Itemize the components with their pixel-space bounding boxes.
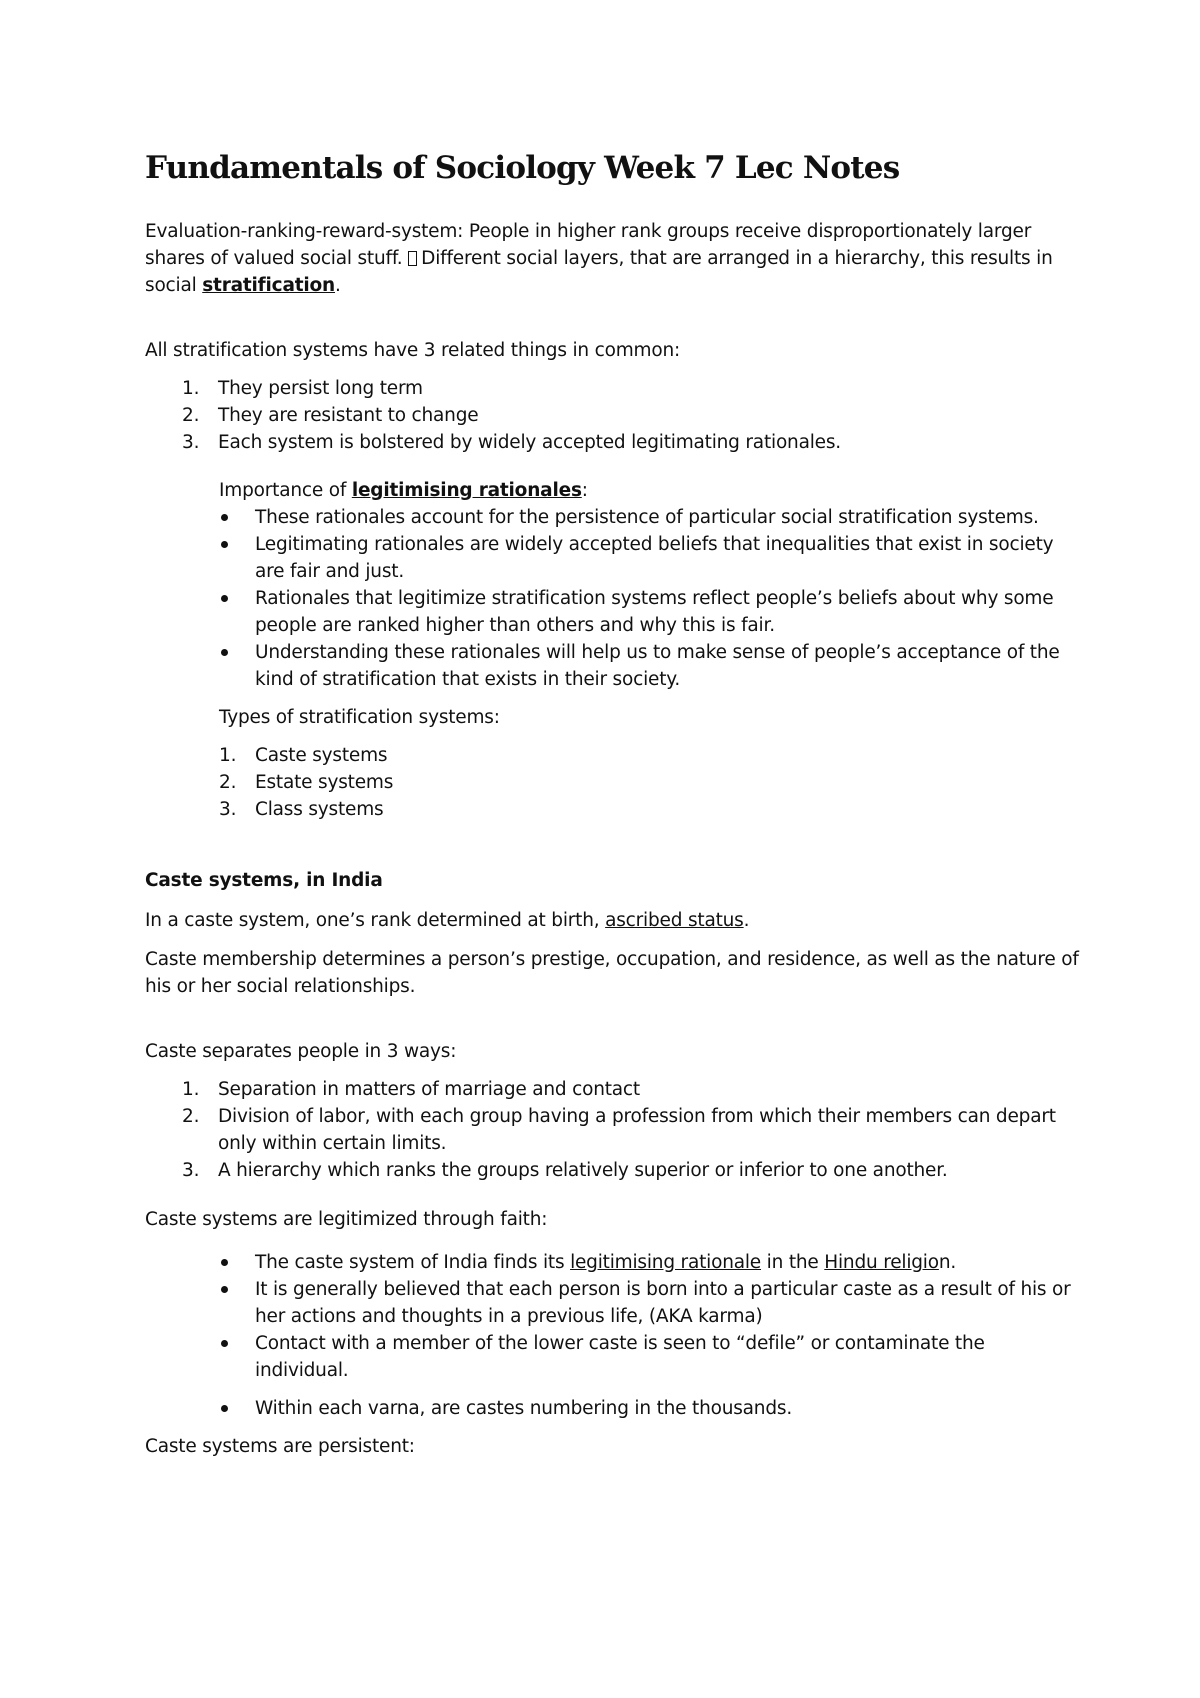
intro-text-1: Evaluation-ranking-reward-system: People in higher rank groups receive disproportionately larger shares of valued social stuff. (145, 221, 1032, 269)
caste-persistent-heading: Caste systems are persistent: (145, 1436, 415, 1457)
caste-separates-intro: Caste separates people in 3 ways: (145, 1041, 457, 1062)
list-item: 3. Each system is bolstered by widely accepted legitimating rationales. (182, 432, 841, 453)
bullet-item: It is generally believed that each person is born into a particular caste as a result of his or her actions and thoughts in a previous life, (AKA karma) (219, 1276, 1080, 1330)
arrow-placeholder-icon (408, 251, 417, 266)
importance-bullets (219, 504, 1080, 693)
legitimising-rationales-term: legitimising rationales (351, 480, 582, 501)
list-item: 1. Separation in matters of marriage and contact (182, 1079, 640, 1100)
hindu-religion-link: Hindu religio (824, 1252, 939, 1273)
common-intro: All stratification systems have 3 related things in common: (145, 340, 681, 361)
intro-text-2: Different social layers, that are arranged in a hierarchy, this results in social (145, 248, 1053, 296)
legitimising-rationale-link: legitimising rationale (570, 1252, 761, 1273)
bullet-item: The caste system of India finds its legitimising rationale in the Hindu religion. (219, 1249, 1080, 1276)
caste-separates-list (145, 1076, 1080, 1184)
list-item: 1. Caste systems (219, 745, 388, 766)
bullet-item: Contact with a member of the lower caste is seen to “defile” or contaminate the individual. (219, 1330, 1080, 1384)
intro-paragraph (145, 218, 1080, 299)
bullet-item: Understanding these rationales will help us to make sense of people’s acceptance of the kind of stratification that exists in their society. (219, 639, 1080, 693)
bullet-item: Legitimating rationales are widely accepted beliefs that inequalities that exist in society are fair and just. (219, 531, 1080, 585)
caste-rank-paragraph: In a caste system, one’s rank determined at birth, ascribed status. (145, 910, 750, 931)
bullet-item: These rationales account for the persistence of particular social stratification systems. (219, 504, 1080, 531)
types-list (219, 742, 1080, 823)
importance-heading: Importance of legitimising rationales: (219, 480, 588, 501)
types-heading: Types of stratification systems: (219, 707, 500, 728)
list-item: 3. A hierarchy which ranks the groups relatively superior or inferior to one another. (182, 1160, 948, 1181)
common-list (145, 375, 1080, 456)
list-item: 2. Estate systems (219, 772, 394, 793)
list-item: 2. Division of labor, with each group having a profession from which their members can depart only within certain limits. (182, 1106, 1056, 1154)
list-item: 2. They are resistant to change (182, 405, 479, 426)
caste-faith-intro: Caste systems are legitimized through faith: (145, 1209, 548, 1230)
caste-faith-bullets (219, 1249, 1080, 1422)
bullet-item: Within each varna, are castes numbering in the thousands. (219, 1395, 1080, 1422)
bullet-item: Rationales that legitimize stratification systems reflect people’s beliefs about why some people are ranked higher than others and why this is fair. (219, 585, 1080, 639)
caste-heading: Caste systems, in India (145, 870, 383, 891)
caste-membership-paragraph: Caste membership determines a person’s prestige, occupation, and residence, as well as the nature of his or her social relationships. (145, 949, 1079, 997)
importance-section (219, 477, 1080, 823)
document-title: Fundamentals of Sociology Week 7 Lec Notes (145, 150, 900, 186)
list-item: 1. They persist long term (182, 378, 423, 399)
intro-end: . (335, 275, 341, 296)
stratification-term: stratification (202, 275, 335, 296)
list-item: 3. Class systems (219, 799, 384, 820)
ascribed-status-term: ascribed status (605, 910, 744, 931)
